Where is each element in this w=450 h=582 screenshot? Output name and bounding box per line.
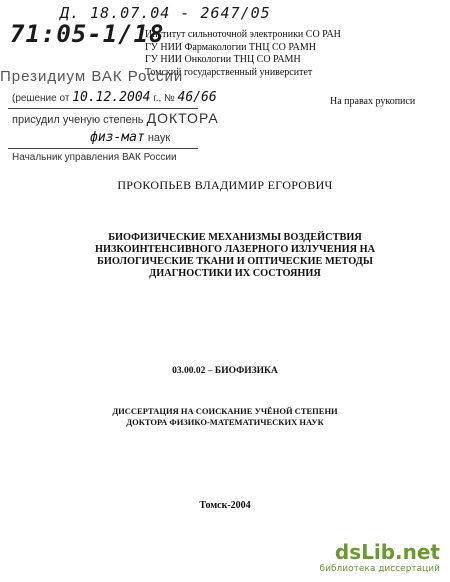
thesis-line: ДИССЕРТАЦИЯ НА СОИСКАНИЕ УЧЁНОЙ СТЕПЕНИ [112,406,338,416]
dslib-watermark[interactable] [319,540,440,574]
stamp-decision-prefix: (решение от [12,93,70,104]
institution-line: Томский государственный университет [145,66,313,78]
specialty-code: 03.00.02 – БИОФИЗИКА [172,366,278,376]
handwritten-archive-number: 71:05-1/18 [10,20,165,48]
thesis-statement [0,406,450,428]
stamp-head: Начальник управления ВАК России [12,152,177,163]
stamp-award-text: присудил ученую степень [12,114,144,126]
stamp-decision-no-prefix: г., № [153,93,175,104]
rights-note: На правах рукописи [330,96,416,107]
dissertation-title [80,232,390,280]
thesis-line: ДОКТОРА ФИЗИКО-МАТЕМАТИЧЕСКИХ НАУК [126,417,324,427]
stamp-degree: ДОКТОРА [146,110,219,126]
title-line: ДИАГНОСТИКИ ИХ СОСТОЯНИЯ [149,268,321,279]
stamp-award [12,110,219,126]
vak-stamp [0,68,230,170]
stamp-field-suffix: наук [147,132,171,144]
stamp-decision [12,90,217,105]
watermark-subtitle: библиотека диссертаций [319,564,440,574]
title-line: НИЗКОИНТЕНСИВНОГО ЛАЗЕРНОГО ИЗЛУЧЕНИЯ НА [94,244,376,255]
institution-line: ГУ НИИ Онкологии ТНЦ СО РАМН [145,54,301,66]
stamp-field-value: физ-мат [90,130,145,145]
stamp-decision-no: 46/66 [177,90,217,105]
title-line: БИОФИЗИЧЕСКИЕ МЕХАНИЗМЫ ВОЗДЕЙСТВИЯ [108,232,362,243]
watermark-logo: dsLib.net [334,540,440,564]
stamp-divider [8,108,198,109]
place-year: Томск-2004 [199,500,251,511]
handwritten-archive-code: Д. 18.07.04 - 2647/05 [60,4,271,22]
author-name: ПРОКОПЬЕВ ВЛАДИМИР ЕГОРОВИЧ [117,178,333,192]
stamp-field [90,130,170,145]
stamp-org: Президиум ВАК России [0,68,184,85]
stamp-decision-date: 10.12.2004 [72,90,151,105]
institution-line: ГУ НИИ Фармакологии ТНЦ СО РАМН [145,41,316,53]
institution-line: Институт сильноточной электроники СО РАН [145,29,341,40]
stamp-divider [8,148,198,149]
title-line: БИОЛОГИЧЕСКИЕ ТКАНИ И ОПТИЧЕСКИЕ МЕТОДЫ [97,256,373,267]
